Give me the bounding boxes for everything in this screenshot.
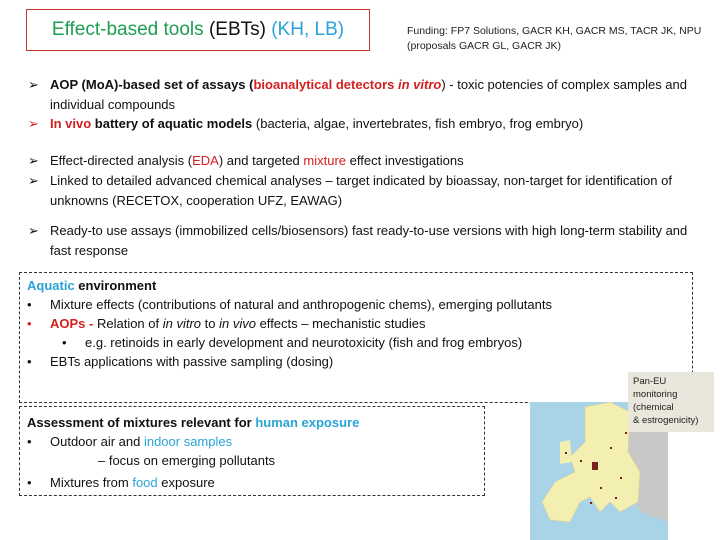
text: effect investigations (346, 153, 464, 168)
text: EBTs applications with passive sampling (dosing) (50, 354, 334, 369)
funding-note (407, 24, 701, 54)
human-item: • Outdoor air and indoor samples (27, 434, 233, 449)
text: Ready-to use assays (immobilized cells/biosensors) fast ready-to-use versions with high long-term stability and fast response (50, 223, 688, 258)
arrow-bullet-icon: ➢ (28, 223, 39, 238)
text: ) - toxic potencies of complex samples and individual compounds (50, 77, 687, 112)
arrow-bullet-icon: ➢ (28, 173, 39, 188)
text: indoor samples (143, 434, 233, 449)
aquatic-subitem: • e.g. retinoids in early development and neurotoxicity (fish and frog embryos) (62, 335, 523, 350)
text: In vivo (50, 116, 92, 131)
title (52, 19, 344, 41)
text: food (132, 475, 158, 490)
text: e.g. retinoids in early development and neurotoxicity (fish and frog embryos) (85, 335, 523, 350)
text: ) and targeted (218, 153, 304, 168)
arrow-bullet-icon: ➢ (28, 153, 39, 168)
arrow-bullet-icon: ➢ (28, 116, 39, 131)
human-item: • Mixtures from food exposure (27, 475, 215, 490)
title-part3: (KH, LB) (271, 19, 345, 40)
text: in vivo (219, 316, 256, 331)
text: AOPs - (50, 316, 97, 331)
human-heading (27, 413, 359, 432)
title-part2: (EBTs) (208, 19, 266, 40)
text: Mixtures from (50, 475, 133, 490)
aquatic-heading (27, 276, 156, 295)
text: Outdoor air and (50, 434, 144, 449)
text: battery of aquatic models (91, 116, 253, 131)
pan-eu-callout (628, 372, 714, 432)
text: & estrogenicity) (633, 415, 699, 426)
aquatic-item: • AOPs - Relation of in vitro to in vivo effects – mechanistic studies (27, 316, 426, 331)
text: Assessment of mixtures relevant for (27, 415, 256, 430)
human-item-cont (98, 451, 275, 470)
text: Aquatic (27, 278, 75, 293)
text: human exposure (255, 415, 360, 430)
bullet-ready (28, 221, 688, 260)
text: in vitro (162, 316, 202, 331)
text: monitoring (633, 389, 678, 400)
bullet-eda (28, 151, 688, 171)
text: AOP (MoA)-based set of assays ( (50, 77, 254, 92)
text: Relation of (96, 316, 163, 331)
funding-line2: (proposals GACR GL, GACR JK) (407, 40, 562, 52)
bullet-in-vivo (28, 114, 688, 134)
bullet-linked (28, 171, 688, 210)
text: exposure (157, 475, 215, 490)
text: – focus on emerging pollutants (98, 453, 276, 468)
text: (bacteria, algae, invertebrates, fish embryo, frog embryo) (252, 116, 584, 131)
text: to (201, 316, 220, 331)
title-box (26, 9, 370, 51)
bullet-aop (28, 75, 688, 114)
text: Mixture effects (contributions of natural and anthropogenic chems), emerging pollutants (50, 297, 552, 312)
arrow-bullet-icon: ➢ (28, 77, 39, 92)
text: mixture (303, 153, 347, 168)
text: bioanalytical detectors (253, 77, 398, 92)
title-part1: Effect-based tools (51, 19, 204, 40)
text: (chemical (633, 402, 674, 413)
text: in vitro (397, 77, 442, 92)
text: environment (74, 278, 157, 293)
funding-line1: Funding: FP7 Solutions, GACR KH, GACR MS, TACR JK, NPU (407, 25, 702, 37)
text: Effect-directed analysis ( (50, 153, 193, 168)
aquatic-item: • EBTs applications with passive sampling (dosing) (27, 354, 334, 369)
text: effects – mechanistic studies (255, 316, 426, 331)
text: Pan-EU (633, 376, 667, 387)
aquatic-item: • Mixture effects (contributions of natural and anthropogenic chems), emerging pollutants (27, 297, 552, 312)
text: Linked to detailed advanced chemical analyses – target indicated by bioassay, non-target for identification of unknowns (RECETOX, cooperation UFZ, EAWAG) (50, 173, 672, 208)
text: EDA (192, 153, 219, 168)
